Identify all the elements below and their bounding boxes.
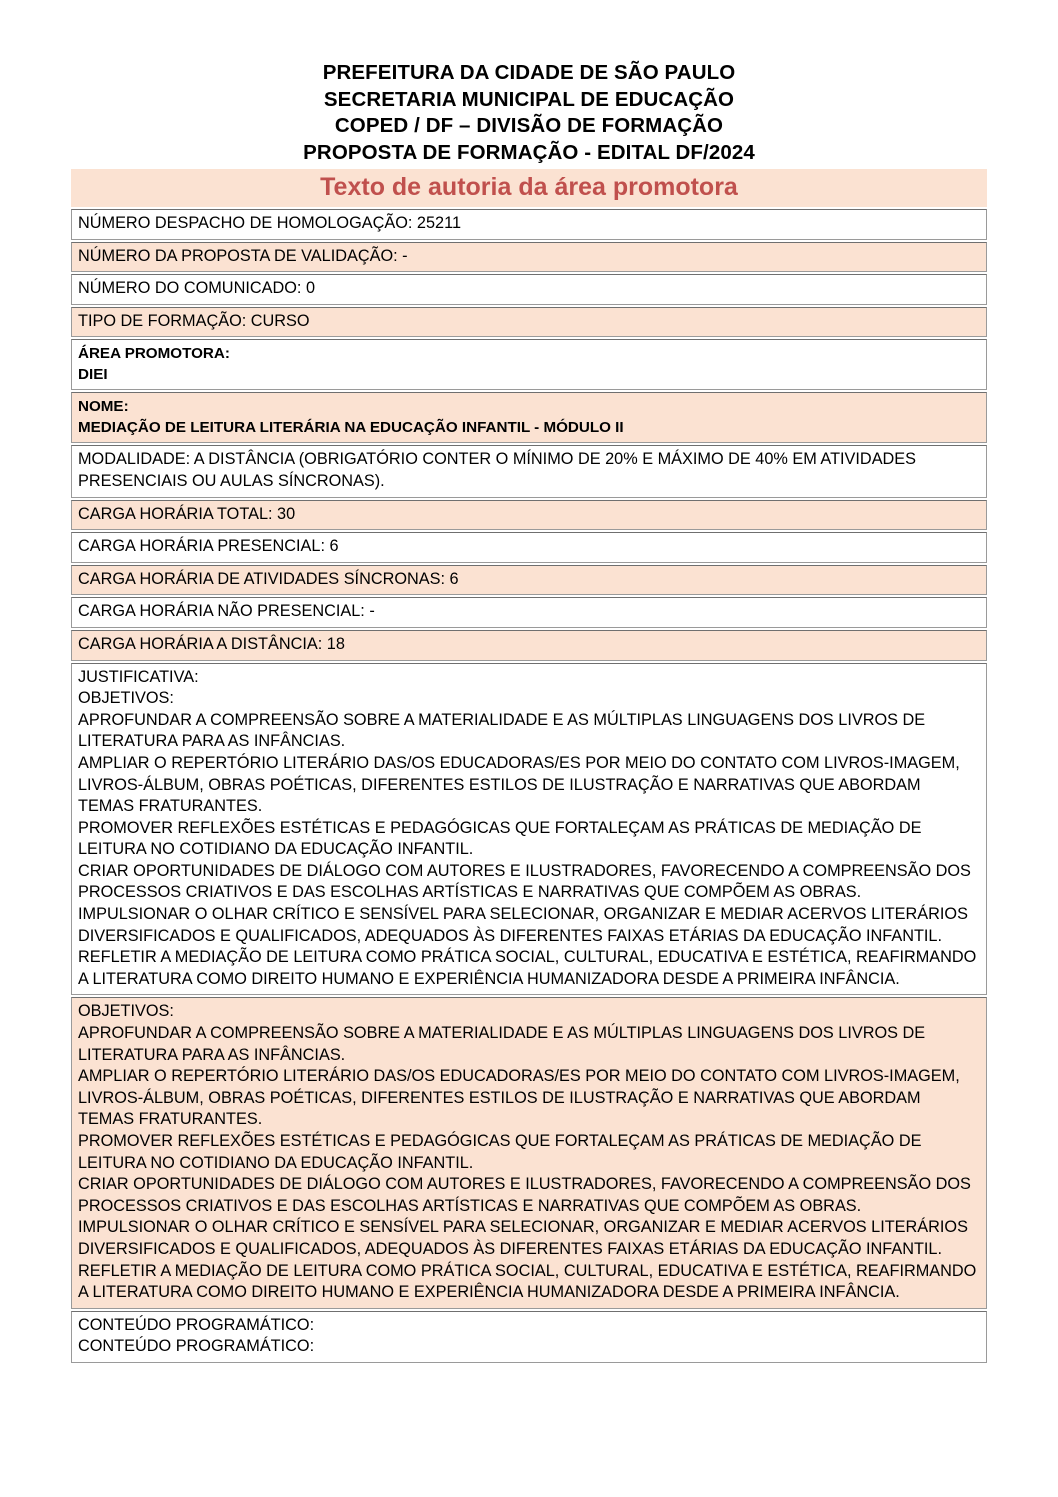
field-line: AMPLIAR O REPERTÓRIO LITERÁRIO DAS/OS EDUCADORAS/ES POR MEIO DO CONTATO COM LIVROS-IMAGEM, LIVROS-ÁLBUM, OBRAS POÉTICAS, DIFERENTES ESTILOS DE ILUSTRAÇÃO E NARRATIVAS QUE ABORDAM TEMAS FRATURANTES. bbox=[78, 1067, 960, 1129]
field-line: CARGA HORÁRIA DE ATIVIDADES SÍNCRONAS: 6 bbox=[78, 569, 459, 588]
field-line: APROFUNDAR A COMPREENSÃO SOBRE A MATERIALIDADE E AS MÚLTIPLAS LINGUAGENS DOS LIVROS DE LITERATURA PARA AS INFÂNCIAS. bbox=[78, 710, 926, 751]
field-line: IMPULSIONAR O OLHAR CRÍTICO E SENSÍVEL PARA SELECIONAR, ORGANIZAR E MEDIAR ACERVOS LITERÁRIOS DIVERSIFICADOS E QUALIFICADOS, ADEQUADOS ÀS DIFERENTES FAIXAS ETÁRIAS DA EDUCAÇÃO INFANTIL. bbox=[78, 905, 968, 945]
field-conteudo-programatico bbox=[71, 1311, 987, 1363]
table-row bbox=[71, 663, 987, 996]
field-nome-da-formacao bbox=[71, 392, 987, 443]
field-line: OBJETIVOS: bbox=[78, 689, 174, 708]
field-line: NÚMERO DESPACHO DE HOMOLOGAÇÃO: 25211 bbox=[78, 214, 461, 232]
field-line: CARGA HORÁRIA NÃO PRESENCIAL: - bbox=[78, 602, 375, 621]
field-line: AMPLIAR O REPERTÓRIO LITERÁRIO DAS/OS EDUCADORAS/ES POR MEIO DO CONTATO COM LIVROS-IMAGEM, LIVROS-ÁLBUM, OBRAS POÉTICAS, DIFERENTES ESTILOS DE ILUSTRAÇÃO E NARRATIVAS QUE ABORDAM TEMAS FRATURANTES. bbox=[78, 753, 960, 816]
table-row bbox=[71, 274, 987, 305]
table-row bbox=[71, 209, 987, 240]
field-carga-horaria-nao-presencial bbox=[71, 597, 987, 628]
document-header bbox=[0, 0, 1058, 166]
field-line: TIPO DE FORMAÇÃO: CURSO bbox=[78, 311, 310, 330]
field-line: MEDIAÇÃO DE LEITURA LITERÁRIA NA EDUCAÇÃO INFANTIL - MÓDULO II bbox=[78, 419, 624, 437]
field-line: APROFUNDAR A COMPREENSÃO SOBRE A MATERIALIDADE E AS MÚLTIPLAS LINGUAGENS DOS LIVROS DE LITERATURA PARA AS INFÂNCIAS. bbox=[78, 1024, 926, 1064]
header-line-coped: COPED / DF – DIVISÃO DE FORMAÇÃO bbox=[334, 114, 724, 137]
title-banner bbox=[71, 169, 987, 207]
table-row bbox=[71, 445, 987, 497]
field-area-promotora bbox=[71, 339, 987, 390]
table-row bbox=[71, 532, 987, 563]
banner-title-text: Texto de autoria da área promotora bbox=[320, 173, 738, 201]
field-line: CARGA HORÁRIA A DISTÂNCIA: 18 bbox=[78, 634, 345, 653]
field-line: ÁREA PROMOTORA: bbox=[78, 345, 230, 363]
field-line: NOME: bbox=[78, 398, 129, 416]
field-line: PROMOVER REFLEXÕES ESTÉTICAS E PEDAGÓGICAS QUE FORTALEÇAM AS PRÁTICAS DE MEDIAÇÃO DE LEITURA NO COTIDIANO DA EDUCAÇÃO INFANTIL. bbox=[78, 1132, 922, 1172]
field-modalidade bbox=[71, 445, 987, 497]
header-line-proposta: PROPOSTA DE FORMAÇÃO - EDITAL DF/2024 bbox=[303, 140, 755, 164]
field-line: PROMOVER REFLEXÕES ESTÉTICAS E PEDAGÓGICAS QUE FORTALEÇAM AS PRÁTICAS DE MEDIAÇÃO DE LEITURA NO COTIDIANO DA EDUCAÇÃO INFANTIL. bbox=[78, 818, 922, 859]
field-line: OBJETIVOS: bbox=[78, 1002, 174, 1021]
field-carga-horaria-presencial bbox=[71, 532, 987, 563]
table-row bbox=[71, 500, 987, 531]
field-carga-horaria-a-distancia bbox=[71, 630, 987, 661]
field-line: CONTEÚDO PROGRAMÁTICO: bbox=[78, 1337, 315, 1356]
table-row bbox=[71, 339, 987, 390]
proposal-form-body bbox=[71, 209, 987, 1363]
field-line: DIEI bbox=[78, 366, 108, 384]
field-numero-comunicado bbox=[71, 274, 987, 305]
table-row bbox=[71, 997, 987, 1308]
field-line: CRIAR OPORTUNIDADES DE DIÁLOGO COM AUTORES E ILUSTRADORES, FAVORECENDO A COMPREENSÃO DOS PROCESSOS CRIATIVOS E DAS ESCOLHAS ARTÍSTICAS E NARRATIVAS QUE COMPÕEM AS OBRAS. bbox=[78, 1175, 971, 1215]
table-row bbox=[71, 307, 987, 338]
table-row bbox=[71, 565, 987, 596]
field-line: NÚMERO DA PROPOSTA DE VALIDAÇÃO: - bbox=[78, 246, 408, 265]
table-row bbox=[71, 392, 987, 443]
field-line: CARGA HORÁRIA PRESENCIAL: 6 bbox=[78, 537, 339, 556]
field-line: JUSTIFICATIVA: bbox=[78, 667, 199, 686]
field-numero-despacho-homologacao bbox=[71, 209, 987, 240]
table-row bbox=[71, 242, 987, 273]
field-carga-horaria-total bbox=[71, 500, 987, 531]
field-line: REFLETIR A MEDIAÇÃO DE LEITURA COMO PRÁTICA SOCIAL, CULTURAL, EDUCATIVA E ESTÉTICA, REAFIRMANDO A LITERATURA COMO DIREITO HUMANO E EXPERIÊNCIA HUMANIZADORA DESDE A PRIMEIRA INFÂNCIA. bbox=[78, 948, 977, 988]
field-line: REFLETIR A MEDIAÇÃO DE LEITURA COMO PRÁTICA SOCIAL, CULTURAL, EDUCATIVA E ESTÉTICA, REAFIRMANDO A LITERATURA COMO DIREITO HUMANO E EXPERIÊNCIA HUMANIZADORA DESDE A PRIMEIRA INFÂNCIA. bbox=[78, 1261, 977, 1302]
header-line-secretaria: SECRETARIA MUNICIPAL DE EDUCAÇÃO bbox=[323, 87, 735, 111]
header-line-prefeitura: PREFEITURA DA CIDADE DE SÃO PAULO bbox=[322, 61, 736, 84]
field-justificativa bbox=[71, 663, 987, 996]
field-line: CARGA HORÁRIA TOTAL: 30 bbox=[78, 504, 296, 523]
table-row bbox=[71, 597, 987, 628]
field-carga-horaria-atividades-sincronas bbox=[71, 565, 987, 596]
field-line: CRIAR OPORTUNIDADES DE DIÁLOGO COM AUTORES E ILUSTRADORES, FAVORECENDO A COMPREENSÃO DOS PROCESSOS CRIATIVOS E DAS ESCOLHAS ARTÍSTICAS E NARRATIVAS QUE COMPÕEM AS OBRAS. bbox=[78, 861, 971, 902]
table-row bbox=[71, 630, 987, 661]
field-numero-proposta-validacao bbox=[71, 242, 987, 273]
field-line: IMPULSIONAR O OLHAR CRÍTICO E SENSÍVEL PARA SELECIONAR, ORGANIZAR E MEDIAR ACERVOS LITERÁRIOS DIVERSIFICADOS E QUALIFICADOS, ADEQUADOS ÀS DIFERENTES FAIXAS ETÁRIAS DA EDUCAÇÃO INFANTIL. bbox=[78, 1218, 968, 1258]
field-line: MODALIDADE: A DISTÂNCIA (OBRIGATÓRIO CONTER O MÍNIMO DE 20% E MÁXIMO DE 40% EM ATIVIDADES PRESENCIAIS OU AULAS SÍNCRONAS). bbox=[78, 450, 917, 490]
field-tipo-de-formacao bbox=[71, 307, 987, 338]
field-line: NÚMERO DO COMUNICADO: 0 bbox=[78, 279, 315, 298]
table-row bbox=[71, 1311, 987, 1363]
field-objetivos bbox=[71, 997, 987, 1308]
field-line: CONTEÚDO PROGRAMÁTICO: bbox=[78, 1315, 315, 1334]
proposal-form-table bbox=[71, 207, 987, 1365]
